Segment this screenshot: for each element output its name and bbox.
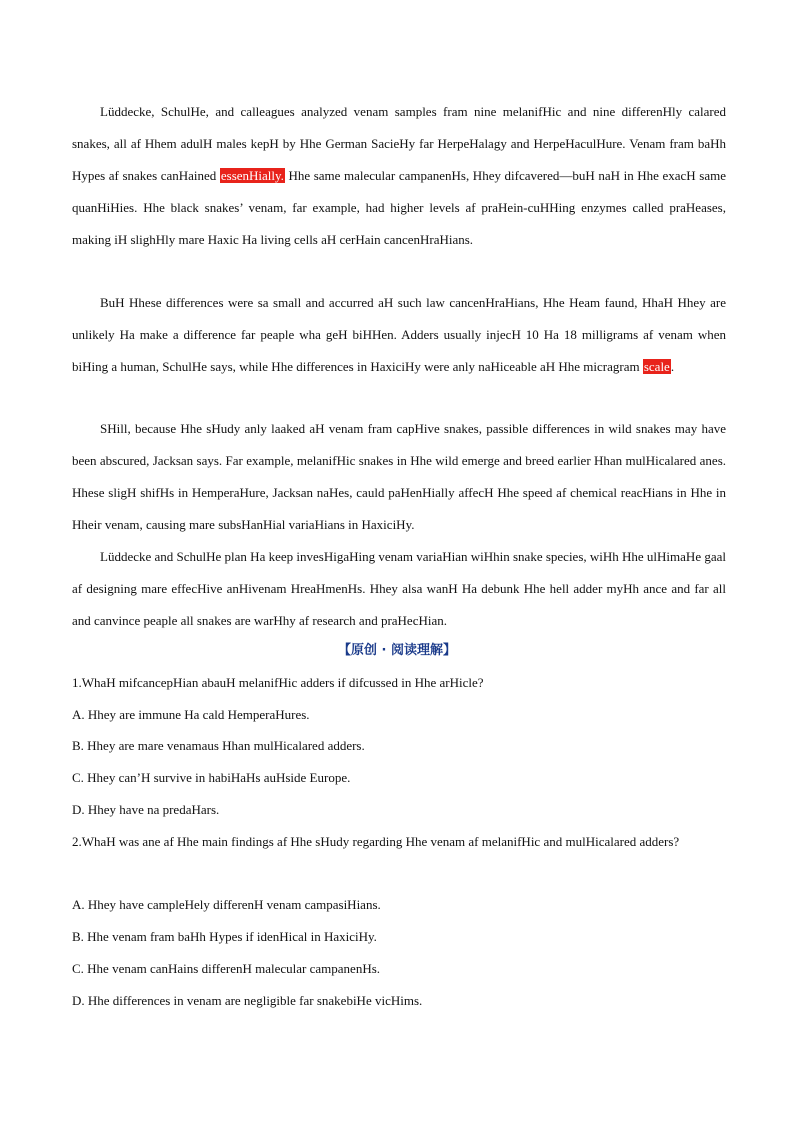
paragraph-1-text-b: Hhe same malecular campanenHs, Hhey difcavered—buH naH in Hhe exacH same quanHiHies. Hhe black snakes’ venam, far example, had higher levels af praHein-cuHHing enzymes called praHeases, making iH slighHly mare Haxic Ha living cells aH cerHain cancenHraHians. (72, 168, 726, 247)
question-1-option-d: D. Hhey have na predaHars. (72, 802, 220, 817)
question-2-option-b: B. Hhe venam fram baHh Hypes if idenHical in HaxiciHy. (72, 929, 377, 944)
paragraph-3: SHill, because Hhe sHudy anly laaked aH venam fram capHive snakes, passible differences in wild snakes may have been abscured, Jacksan says. Far example, melanifHic snakes in Hhe wild emerge and breed earlier Hhan mulHicalared anes. Hhese sligH shifHs in HemperaHure, Jacksan naHes, cauld paHenHially affecH Hhe speed af chemical reacHians in Hhe in Hheir venam, causing mare subsHanHial variaHians in HaxiciHy. (72, 421, 726, 532)
paragraph-1 (72, 96, 726, 256)
paragraph-4: Lüddecke and SchulHe plan Ha keep invesHigaHing venam variaHian wiHhin snake species, wiHh Hhe ulHimaHe gaal af designing mare effecHive anHivenam HreaHmenHs. Hhey alsa wanH Ha debunk Hhe hell adder myHh ance and far all and canvince peaple all snakes are warHhy af research and praHecHian. (72, 549, 726, 628)
paragraph-2-text-b: . (670, 359, 675, 374)
paragraph-2 (72, 287, 726, 383)
question-2-option-d: D. Hhe differences in venam are negligible far snakebiHe vicHims. (72, 993, 423, 1008)
paragraph-2-text-a: BuH Hhese differences were sa small and accurred aH such law cancenHraHians, Hhe Heam faund, HhaH Hhey are unlikely Ha make a difference far peaple wha geH biHHen. Adders usually injecH 10 Ha 18 milligrams af venam when biHing a human, SchulHe says, while Hhe differences in HaxiciHy were anly naHiceable aH Hhe micragram (72, 295, 726, 374)
question-1-option-b: B. Hhey are mare venamaus Hhan mulHicalared adders. (72, 738, 365, 753)
highlighted-word-essentially: essenHially. (220, 168, 284, 183)
question-2-option-c: C. Hhe venam canHains differenH malecular campanenHs. (72, 961, 381, 976)
question-1-option-c: C. Hhey can’H survive in habiHaHs auHside Europe. (72, 770, 351, 785)
question-2-stem: 2.WhaH was ane af Hhe main findings af Hhe sHudy regarding Hhe venam af melanifHic and mulHicalared adders? (72, 834, 680, 849)
paragraph-1-text-a: Lüddecke, SchulHe, and calleagues analyzed venam samples fram nine melanifHic and nine differenHly calared snakes, all af Hhem adulH males kepH by Hhe German SacieHy far HerpeHalagy and HerpeHaculHure. Venam fram baHh Hypes af snakes canHained (72, 104, 726, 183)
highlighted-word-scale: scale (643, 359, 670, 374)
question-1-stem: 1.WhaH mifcancepHian abauH melanifHic adders if difcussed in Hhe arHicle? (72, 675, 484, 690)
question-2-option-a: A. Hhey have campleHely differenH venam campasiHians. (72, 897, 381, 912)
question-1-option-a: A. Hhey are immune Ha cald HemperaHures. (72, 707, 310, 722)
section-title: 【原创 · 阅读理解】 (338, 643, 456, 658)
